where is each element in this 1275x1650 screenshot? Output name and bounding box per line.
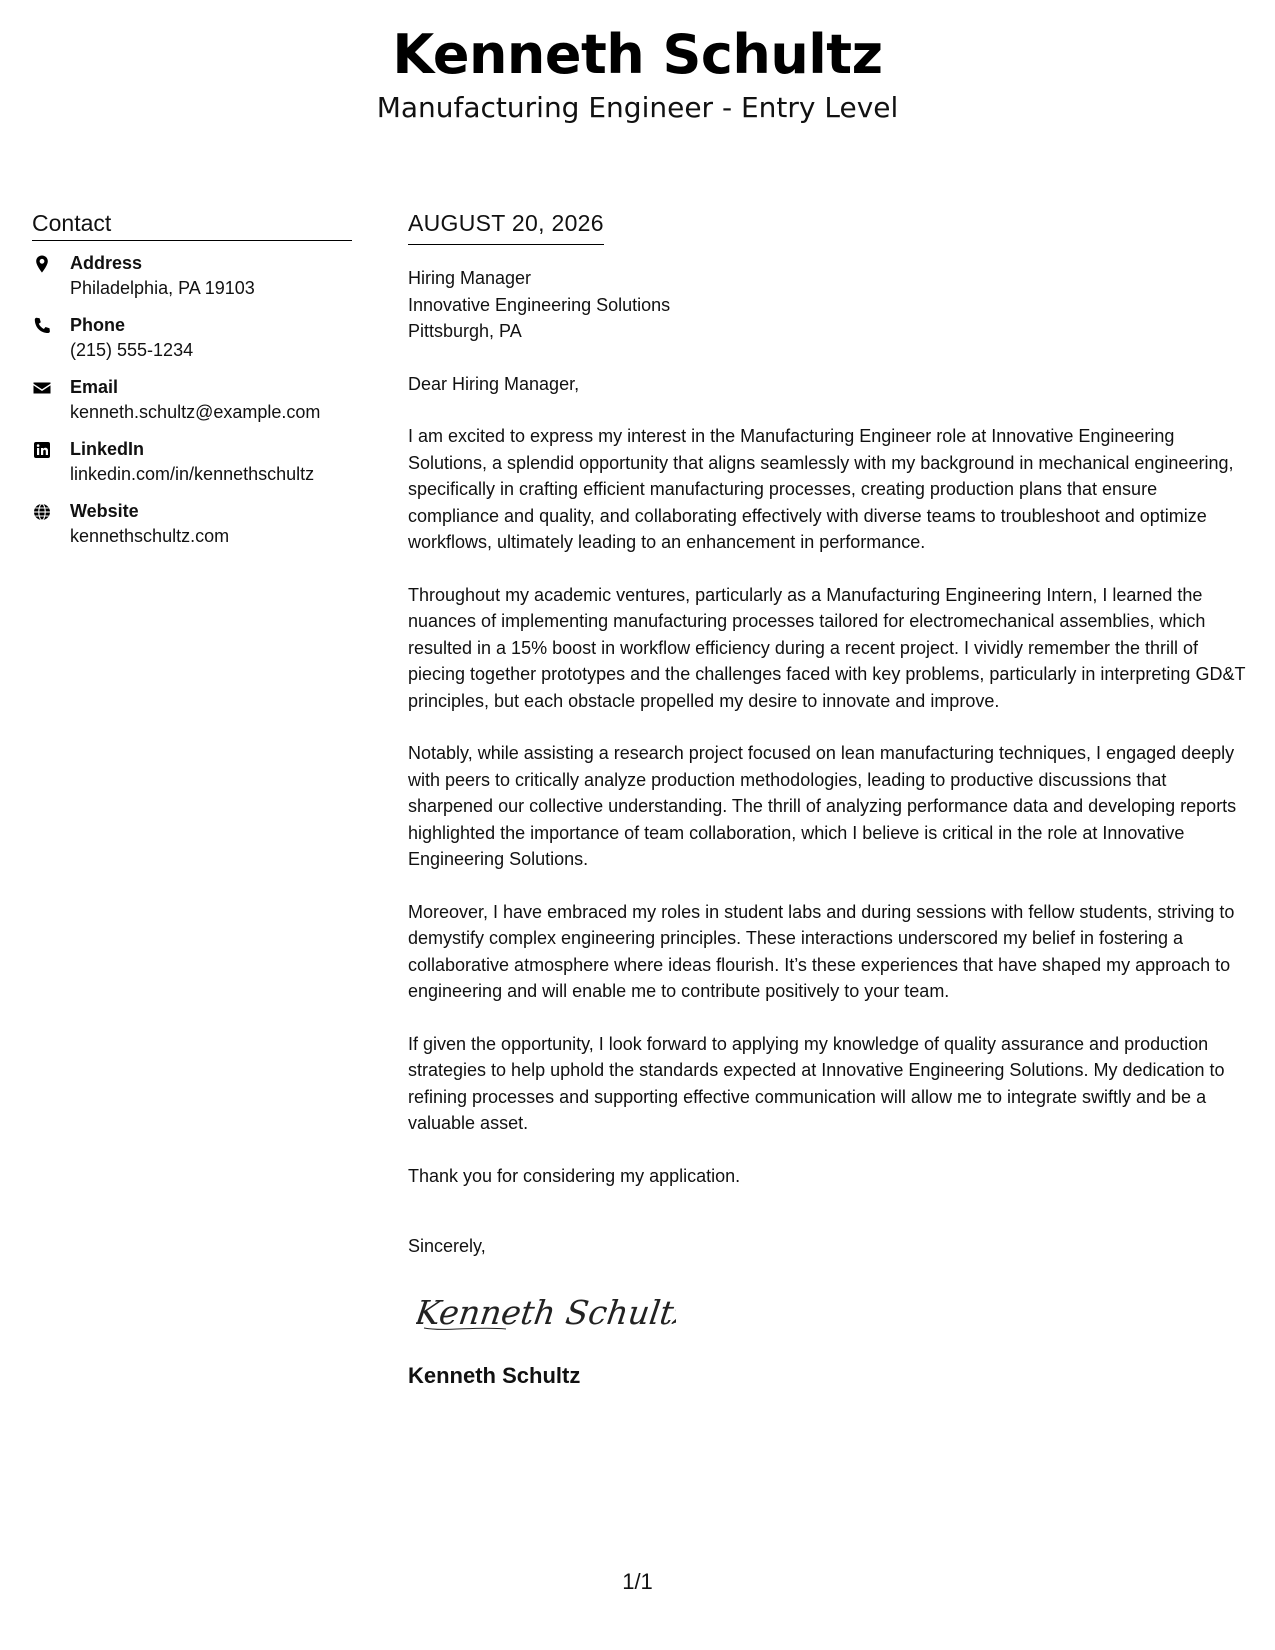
contact-phone	[32, 313, 352, 363]
closing: Sincerely,	[408, 1236, 486, 1256]
body-paragraph: Thank you for considering my application.	[408, 1165, 741, 1186]
recipient-line: Innovative Engineering Solutions	[408, 294, 671, 315]
envelope-icon	[32, 378, 52, 398]
signer-name: Kenneth Schultz	[408, 1362, 581, 1388]
contact-value: kenneth.schultz@example.com	[70, 402, 321, 422]
salutation: Dear Hiring Manager,	[408, 373, 580, 394]
contact-heading: Contact	[32, 208, 352, 241]
letter-header	[0, 20, 1275, 126]
recipient-block	[408, 265, 1253, 345]
contact-value: Philadelphia, PA 19103	[70, 278, 255, 298]
page-number: 1/1	[622, 1569, 653, 1594]
contact-email	[32, 375, 352, 425]
letter-date: AUGUST 20, 2026	[408, 208, 604, 245]
recipient-line: Pittsburgh, PA	[408, 321, 522, 341]
contact-label: Address	[70, 253, 143, 273]
map-pin-icon	[32, 254, 52, 274]
job-title: Manufacturing Engineer - Entry Level	[376, 91, 899, 124]
contact-label: Email	[70, 377, 119, 397]
letter-body	[408, 208, 1253, 1391]
applicant-name: Kenneth Schultz	[392, 23, 883, 86]
contact-sidebar	[32, 208, 352, 561]
signature-text: Kenneth Schultz	[416, 1292, 676, 1332]
linkedin-icon	[32, 440, 52, 460]
body-paragraph: Moreover, I have embraced my roles in student labs and during sessions with fellow students, striving to demystify complex engineering principles. These interactions underscored my belief in fostering a collaborative atmosphere where ideas flourish. It’s these experiences that have shaped my approach to engineering and will enable me to contribute positively to your team.	[408, 901, 1235, 1001]
phone-icon	[32, 316, 52, 336]
contact-value: linkedin.com/in/kennethschultz	[70, 464, 315, 484]
contact-label: Phone	[70, 315, 126, 335]
contact-value: (215) 555-1234	[70, 340, 194, 360]
contact-address	[32, 251, 352, 301]
body-paragraph: I am excited to express my interest in the Manufacturing Engineer role at Innovative Engineering Solutions, a splendid opportunity that aligns seamlessly with my background in mechanical engineering, specifically in crafting efficient manufacturing processes, creating production plans that ensure compliance and quality, and collaborating effectively with diverse teams to troubleshoot and optimize workflows, ultimately leading to an enhancement in performance.	[408, 426, 1234, 552]
contact-label: Website	[70, 501, 139, 521]
body-paragraph: Throughout my academic ventures, particularly as a Manufacturing Engineering Intern, I learned the nuances of implementing manufacturing processes tailored for electromechanical assemblies, which resulted in a 15% boost in workflow efficiency during a recent project. I vividly remember the thrill of piecing together prototypes and the challenges faced with key problems, particularly in interpreting GD&T principles, but each obstacle propelled my desire to innovate and improve.	[408, 584, 1246, 711]
handwritten-signature	[416, 1282, 676, 1342]
contact-value: kennethschultz.com	[70, 526, 230, 546]
globe-icon	[32, 502, 52, 522]
body-paragraph: Notably, while assisting a research project focused on lean manufacturing techniques, I engaged deeply with peers to critically analyze production methodologies, leading to productive discussions that sharpened our collective understanding. The thrill of analyzing performance data and developing reports highlighted the importance of team collaboration, which I believe is critical in the role at Innovative Engineering Solutions.	[408, 743, 1237, 869]
body-paragraph: If given the opportunity, I look forward to applying my knowledge of quality assurance and production strategies to help uphold the standards expected at Innovative Engineering Solutions. My dedication to refining processes and supporting effective communication will allow me to integrate swiftly and be a valuable asset.	[408, 1033, 1225, 1133]
contact-website	[32, 499, 352, 549]
recipient-line: Hiring Manager	[408, 268, 532, 288]
contact-linkedin	[32, 437, 352, 487]
contact-label: LinkedIn	[70, 439, 145, 459]
